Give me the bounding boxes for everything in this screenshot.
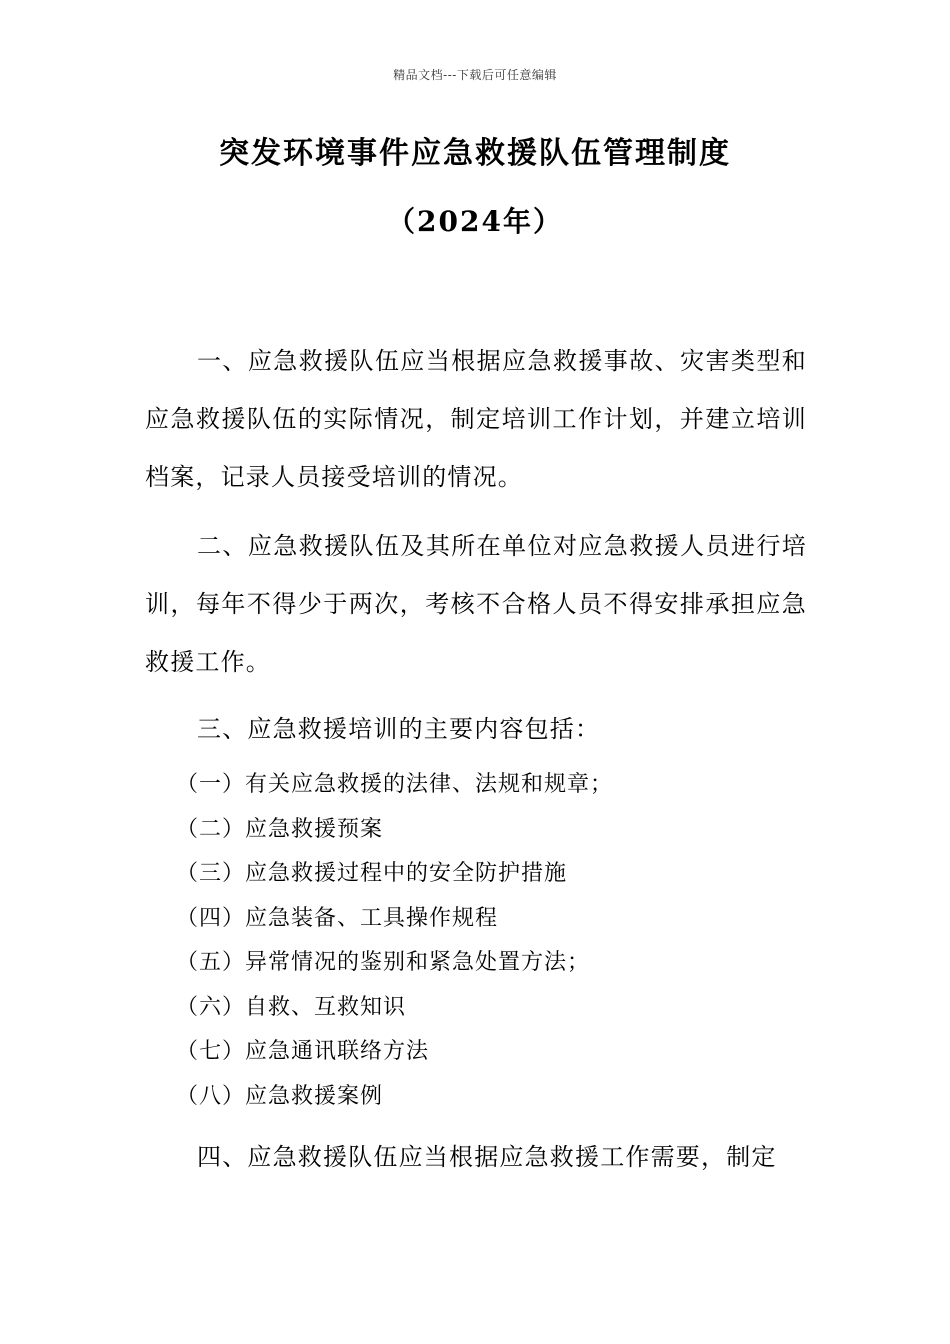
paragraph-2: 二、应急救援队伍及其所在单位对应急救援人员进行培训，每年不得少于两次，考核不合格人员不得安排承担应急救援工作。 [145, 532, 807, 676]
paragraph-4: 四、应急救援队伍应当根据应急救援工作需要，制定 [197, 1143, 777, 1171]
list-item: （五）异常情况的鉴别和紧急处置方法； [176, 950, 591, 975]
list-item: （六）自救、互救知识 [176, 994, 407, 1020]
document-year: （2024年） [387, 205, 563, 238]
training-content-list [176, 763, 816, 1119]
document-title: 突发环境事件应急救援队伍管理制度 [219, 136, 731, 171]
list-item: （一）有关应急救援的法律、法规和规章； [176, 772, 614, 797]
header-note: 精品文档---下载后可任意编辑 [393, 68, 557, 82]
list-item: （四）应急装备、工具操作规程 [176, 905, 499, 931]
paragraph-3: 三、应急救援培训的主要内容包括： [197, 715, 601, 743]
list-item: （七）应急通讯联络方法 [176, 1039, 430, 1064]
list-item: （三）应急救援过程中的安全防护措施 [176, 861, 568, 886]
paragraph-1: 一、应急救援队伍应当根据应急救援事故、灾害类型和应急救援队伍的实际情况，制定培训工作计划，并建立培训档案，记录人员接受培训的情况。 [145, 347, 807, 491]
list-item: （八）应急救援案例 [176, 1083, 384, 1109]
list-item: （二）应急救援预案 [176, 816, 384, 842]
